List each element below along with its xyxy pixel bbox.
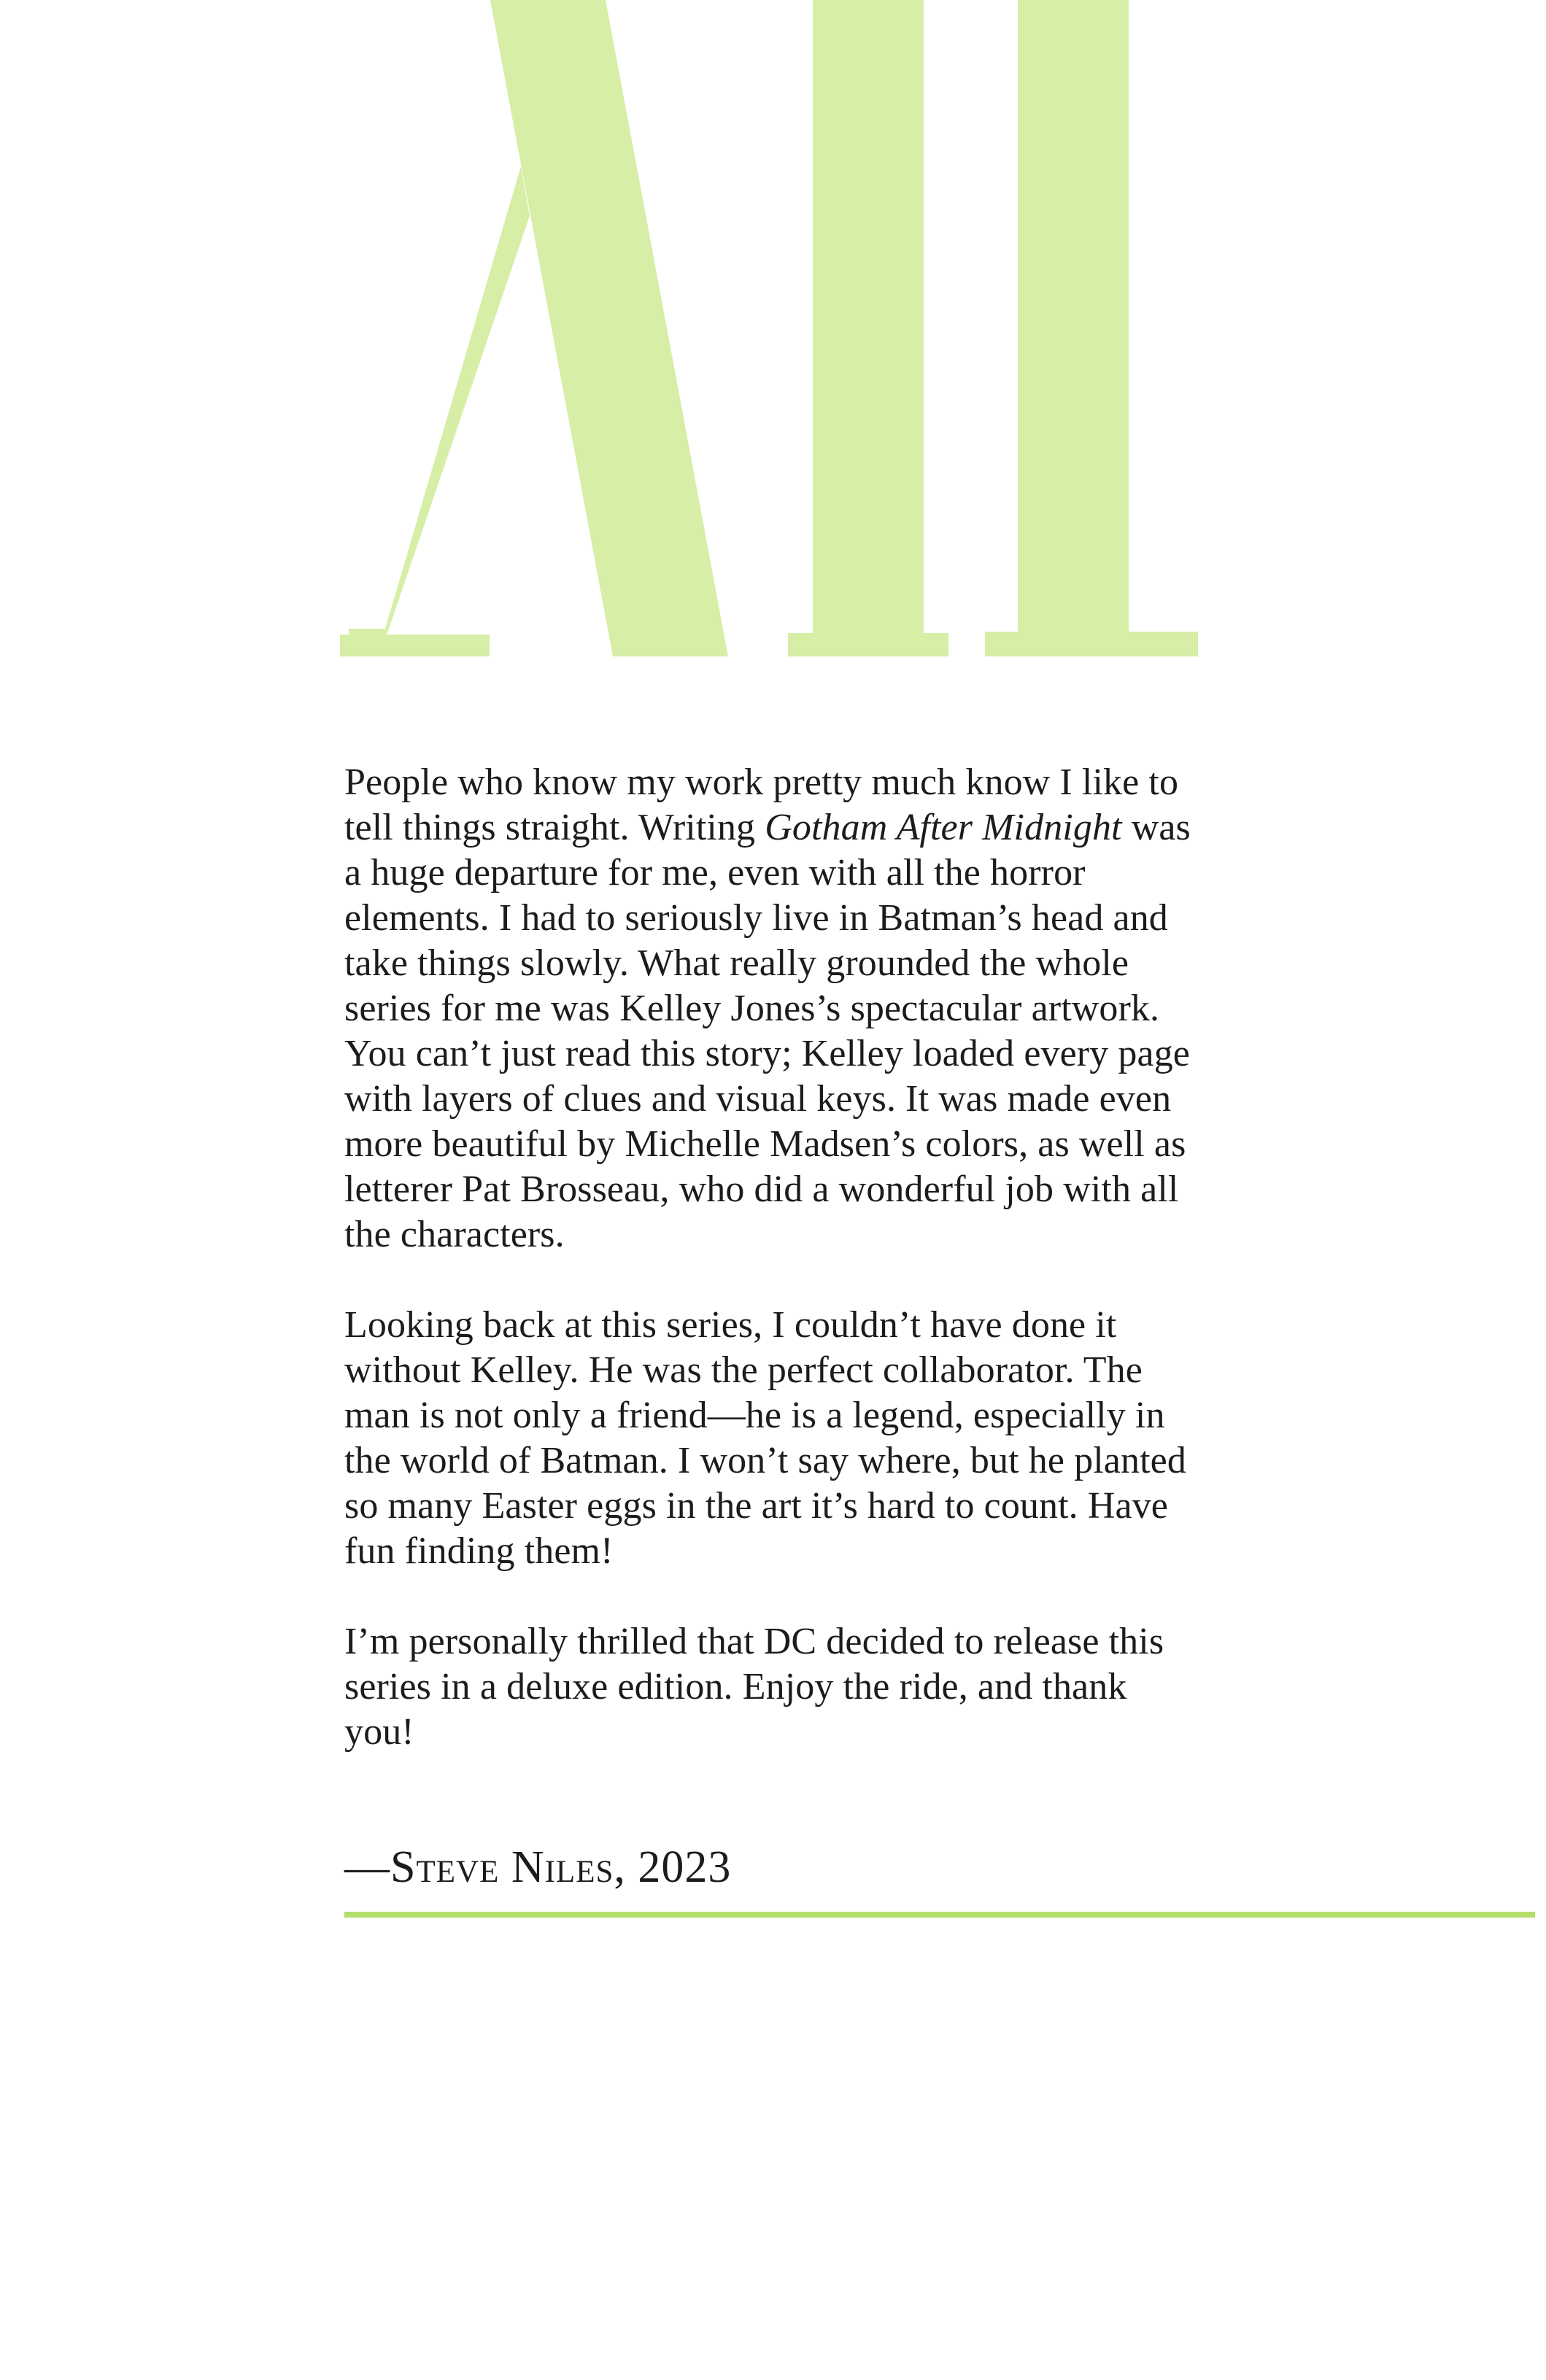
paragraph-2: Looking back at this series, I couldn’t have done it without Kelley. He was the perfect collaborator. The man is not only a friend—he is a legend, especially in the world of Batman. I won’t say where, but he planted so many Easter eggs in the art it’s hard to count. Have fun finding them! [344,1304,1186,1572]
numeral-x-serif [340,635,490,656]
numeral-i-1-stem [813,0,924,656]
paragraph-1: People who know my work pretty much know I like to tell things straight. Writing Gotham After Midnight was a huge departure for me, even with all the horror elements. I had to seriously live in Batman’s head and take things slowly. What really grounded the whole series for me was Kelley Jones’s spectacular artwork. You can’t just read this story; Kelley loaded every page with layers of clues and visual keys. It was made even more beautiful by Michelle Madsen’s colors, as well as letterer Pat Brosseau, who did a wonderful job with all the characters. [344,761,1191,1255]
paragraph-3: I’m personally thrilled that DC decided to release this series in a deluxe edition. Enjoy the ride, and thank you! [344,1621,1164,1753]
numeral-x-thin-stroke [349,166,530,656]
chapter-numeral-graphic [0,0,1546,671]
divider-rule [344,1912,1535,1918]
numeral-i-1-serif [788,633,948,656]
foreword-body [344,760,1191,1800]
numeral-x-stroke [490,0,728,656]
numeral-i-2-stem [1018,0,1129,656]
book-title: Gotham After Midnight [765,807,1122,848]
numeral-i-2-serif [985,632,1198,656]
author-signature: —Steve Niles, 2023 [344,1842,732,1892]
